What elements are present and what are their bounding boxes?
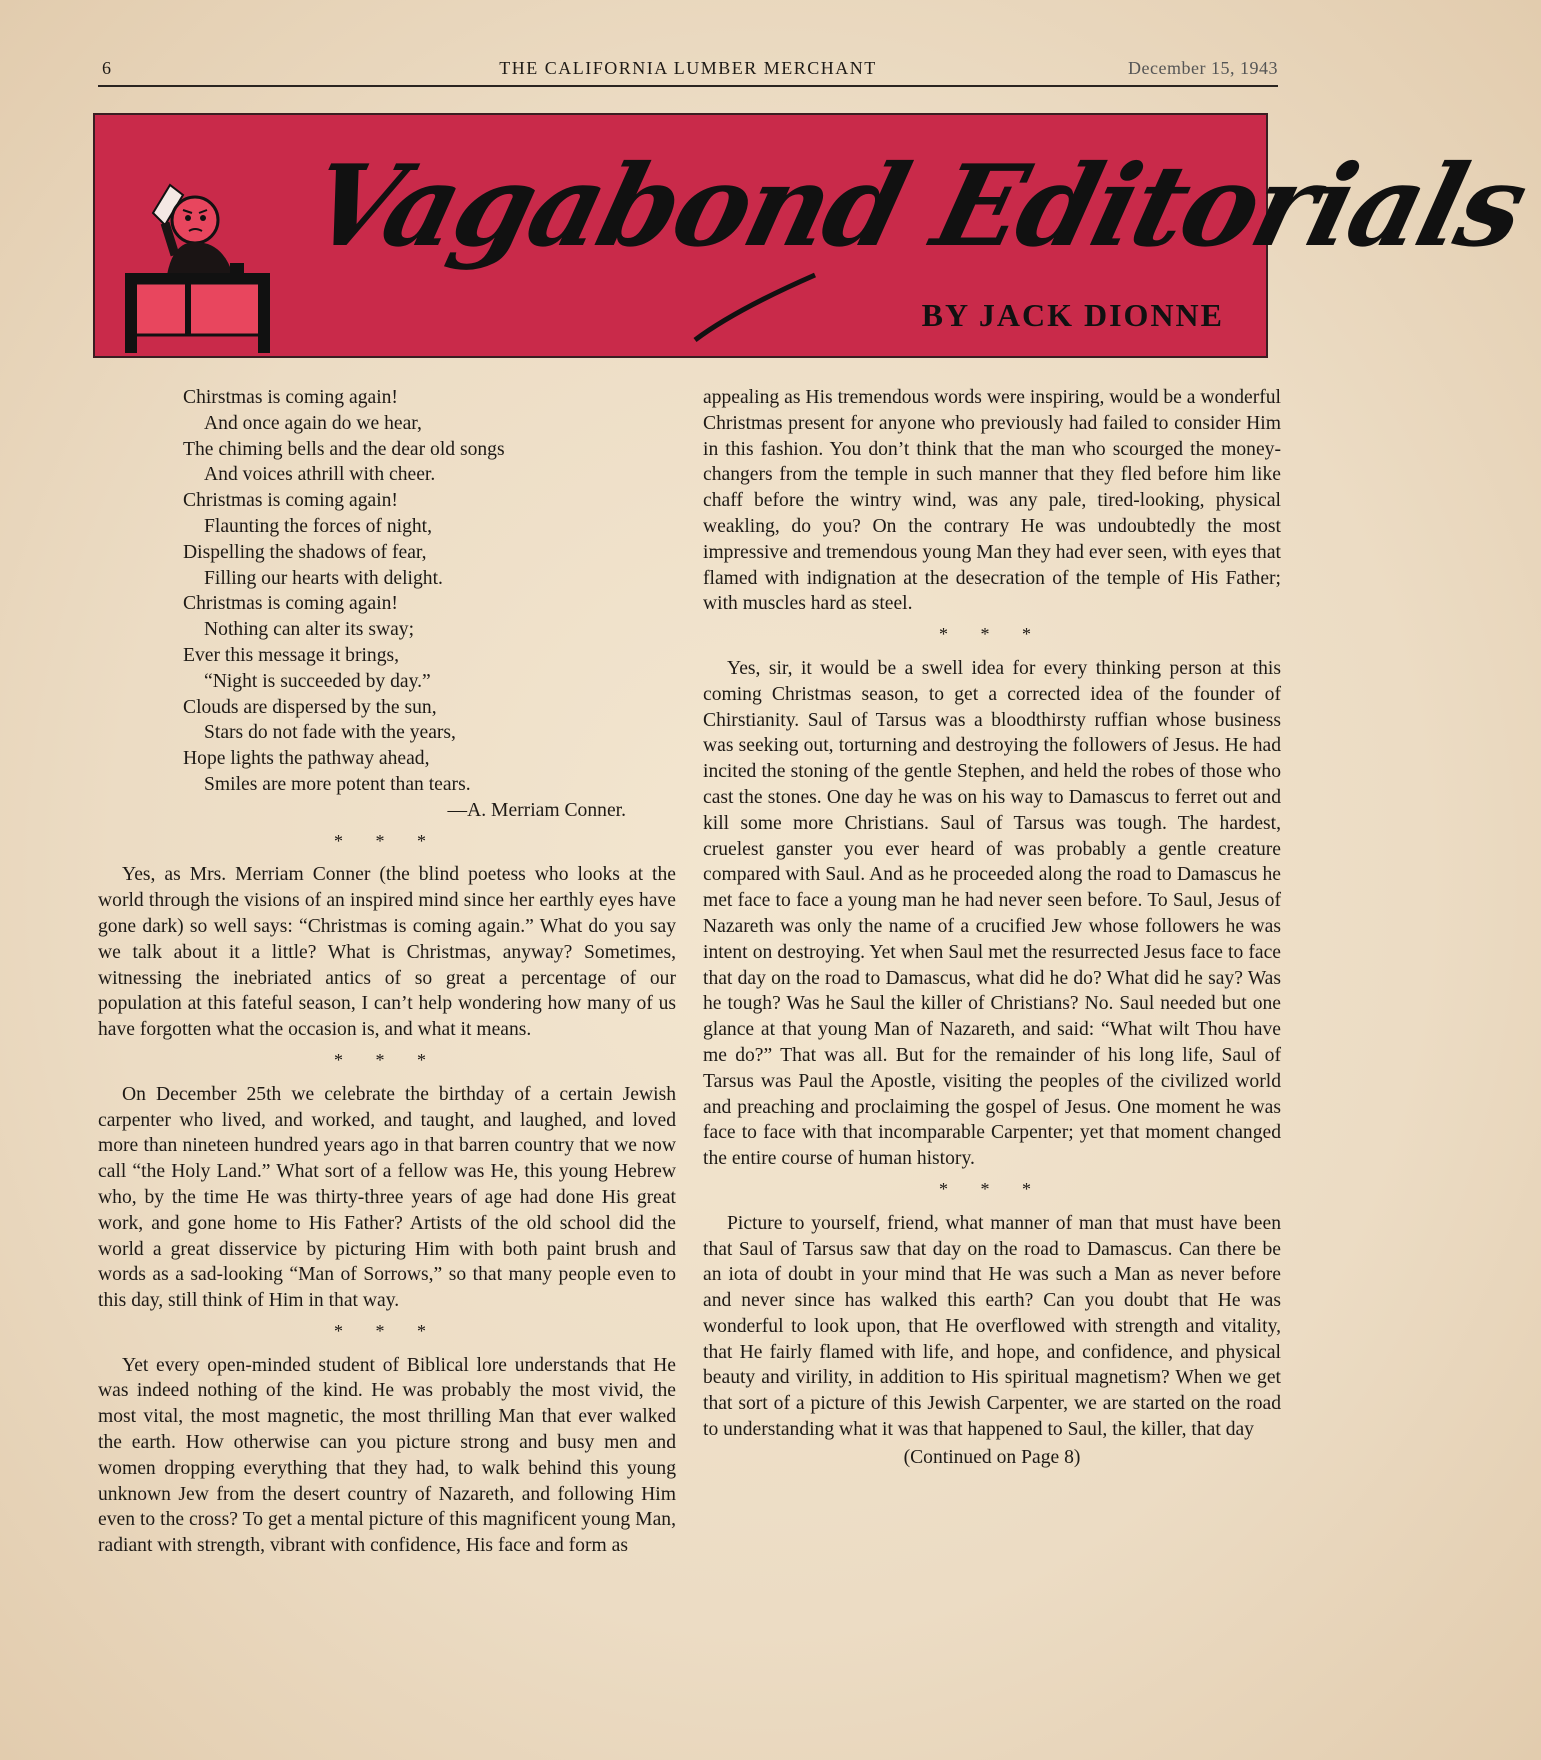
section-separator: * * * [334,1320,440,1341]
poem-line: Christmas is coming again! [183,490,398,512]
poem-line: Hope lights the pathway ahead, [183,748,430,770]
section-separator: * * * [334,1049,440,1070]
poem-line: Christmas is coming again! [183,593,398,615]
section-separator: * * * [334,830,440,851]
poem [183,385,676,824]
poem-line: Smiles are more potent than tears. [204,773,471,795]
article-paragraph: Yet every open-minded student of Biblical lore understands that He was indeed nothing of the kind. He was probably the most vivid, the most vital, the most magnetic, the most thrilling Man that ever walked the earth. How otherwise can you picture strong and busy men and women dropping everything that they had, to walk behind this young unknown Jew from the desert country of Nazareth, and following Him even to the cross? To get a mental picture of this magnificent young Man, radiant with strength, vibrant with confidence, His face and form as [98,1354,676,1557]
header-rule [98,85,1278,87]
banner-title: Vagabond Editorials [296,141,1537,272]
byline: BY JACK DIONNE [921,297,1224,333]
article-paragraph: Yes, as Mrs. Merriam Conner (the blind poetess who looks at the world through the visions of an inspired mind since her earthly eyes have gone dark) so well says: “Christmas is coming again.” What do you say we talk about it a little? What is Christmas, anyway? Sometimes, witnessing the inebriated antics of so great a percentage of our population at this fateful season, I can’t help wondering how many of us have forgotten what the occasion is, and what it means. [98,864,676,1041]
poem-line: “Night is succeeded by day.” [204,670,431,692]
poem-line: Dispelling the shadows of fear, [183,541,427,563]
article-paragraph: Yes, sir, it would be a swell idea for every thinking person at this coming Christmas season, to get a corrected idea of the founder of Chirstianity. Saul of Tarsus was a bloodthirsty ruffian whose business was seeking out, torturning and destroying the followers of Jesus. He had incited the stoning of the gentle Stephen, and held the robes of those who cast the stones. One day he was on his way to Damascus to ferret out and kill some more Christians. Saul of Tarsus was tough. The hardest, cruelest ganster you ever heard of was probably a gentle creature compared with Saul. And as he proceeded along the road to Damascus he met face to face a young man he had never seen before. To Saul, Jesus of Nazareth was only the name of a crucified Jew whose followers he was intent on destroying. Yet when Saul met the resurrected Jesus face to face that day on the road to Damascus, what did he do? What did he say? Was he tough? Was he Saul the killer of Christians? No. Saul needed but one glance at that young Man of Nazareth, and said: “What wilt Thou have me do?” That was all. But for the remainder of his long life, Saul of Tarsus was Paul the Apostle, visiting the peoples of the civilized world and preaching and proclaiming the gospel of Jesus. One moment he was face to face with that incomparable Carpenter; yet that moment changed the entire course of human history. [703,657,1281,1170]
section-separator: * * * [939,624,1045,645]
poem-line: Ever this message it brings, [183,644,400,666]
page-number: 6 [102,58,113,78]
article-paragraph: Picture to yourself, friend, what manner of man that must have been that Saul of Tarsus saw that day on the road to Damascus. Can there be an iota of doubt in your mind that He was such a Man as never before and never since has walked this earth? Can you doubt that He was wonderful to look upon, that He overflowed with strength and vitality, that He fairly flamed with life, and hope, and confidence, and physical beauty and virility, in addition to His spiritual magnetism? When we get that sort of a picture of this Jewish Carpenter, we are started on the road to understanding what it was that happened to Saul, the killer, that day [703,1212,1281,1441]
left-column [98,385,676,1559]
poem-attribution: —A. Merriam Conner. [447,799,626,821]
poem-line: Stars do not fade with the years, [204,722,456,744]
article-paragraph: appealing as His tremendous words were inspiring, would be a wonderful Christmas present for anyone who previously had failed to consider Him in this fashion. You don’t think that the man who scourged the money-changers from the temple in such manner that they fled before him like chaff before the wintry wind, was any pale, tired-looking, physical weakling, do you? On the contrary He was undoubtedly the most impressive and tremendous young Man they had ever seen, with eyes that flamed with indignation at the desecration of the temple of His Father; with muscles hard as steel. [703,387,1281,615]
issue-date: December 15, 1943 [1128,58,1278,78]
poem-line: The chiming bells and the dear old songs [183,438,505,460]
continued-notice: (Continued on Page 8) [903,1446,1081,1468]
poem-line: And once again do we hear, [204,412,422,434]
poem-line: Flaunting the forces of night, [204,515,433,537]
poem-line: Nothing can alter its sway; [204,619,415,641]
poem-line: And voices athrill with cheer. [204,464,436,486]
publication-title: THE CALIFORNIA LUMBER MERCHANT [499,58,877,78]
poem-line: Clouds are dispersed by the sun, [183,696,437,718]
page-header [98,58,1278,86]
editorial-banner [93,113,1537,358]
section-separator: * * * [939,1178,1045,1199]
article-paragraph: On December 25th we celebrate the birthday of a certain Jewish carpenter who lived, and worked, and taught, and laughed, and loved more than nineteen hundred years ago in that barren country that we now call “the Holy Land.” What sort of a fellow was He, this young Hebrew who, by the time He was thirty-three years of age had done His great work, and gone home to His Father? Artists of the old school did the world a great disservice by picturing Him with both paint brush and words as a sad-looking “Man of Sorrows,” so that many people even to this day, still think of Him in that way. [98,1083,676,1312]
right-column [703,385,1281,1471]
poem-line: Filling our hearts with delight. [204,567,443,589]
poem-line: Chirstmas is coming again! [183,387,398,408]
